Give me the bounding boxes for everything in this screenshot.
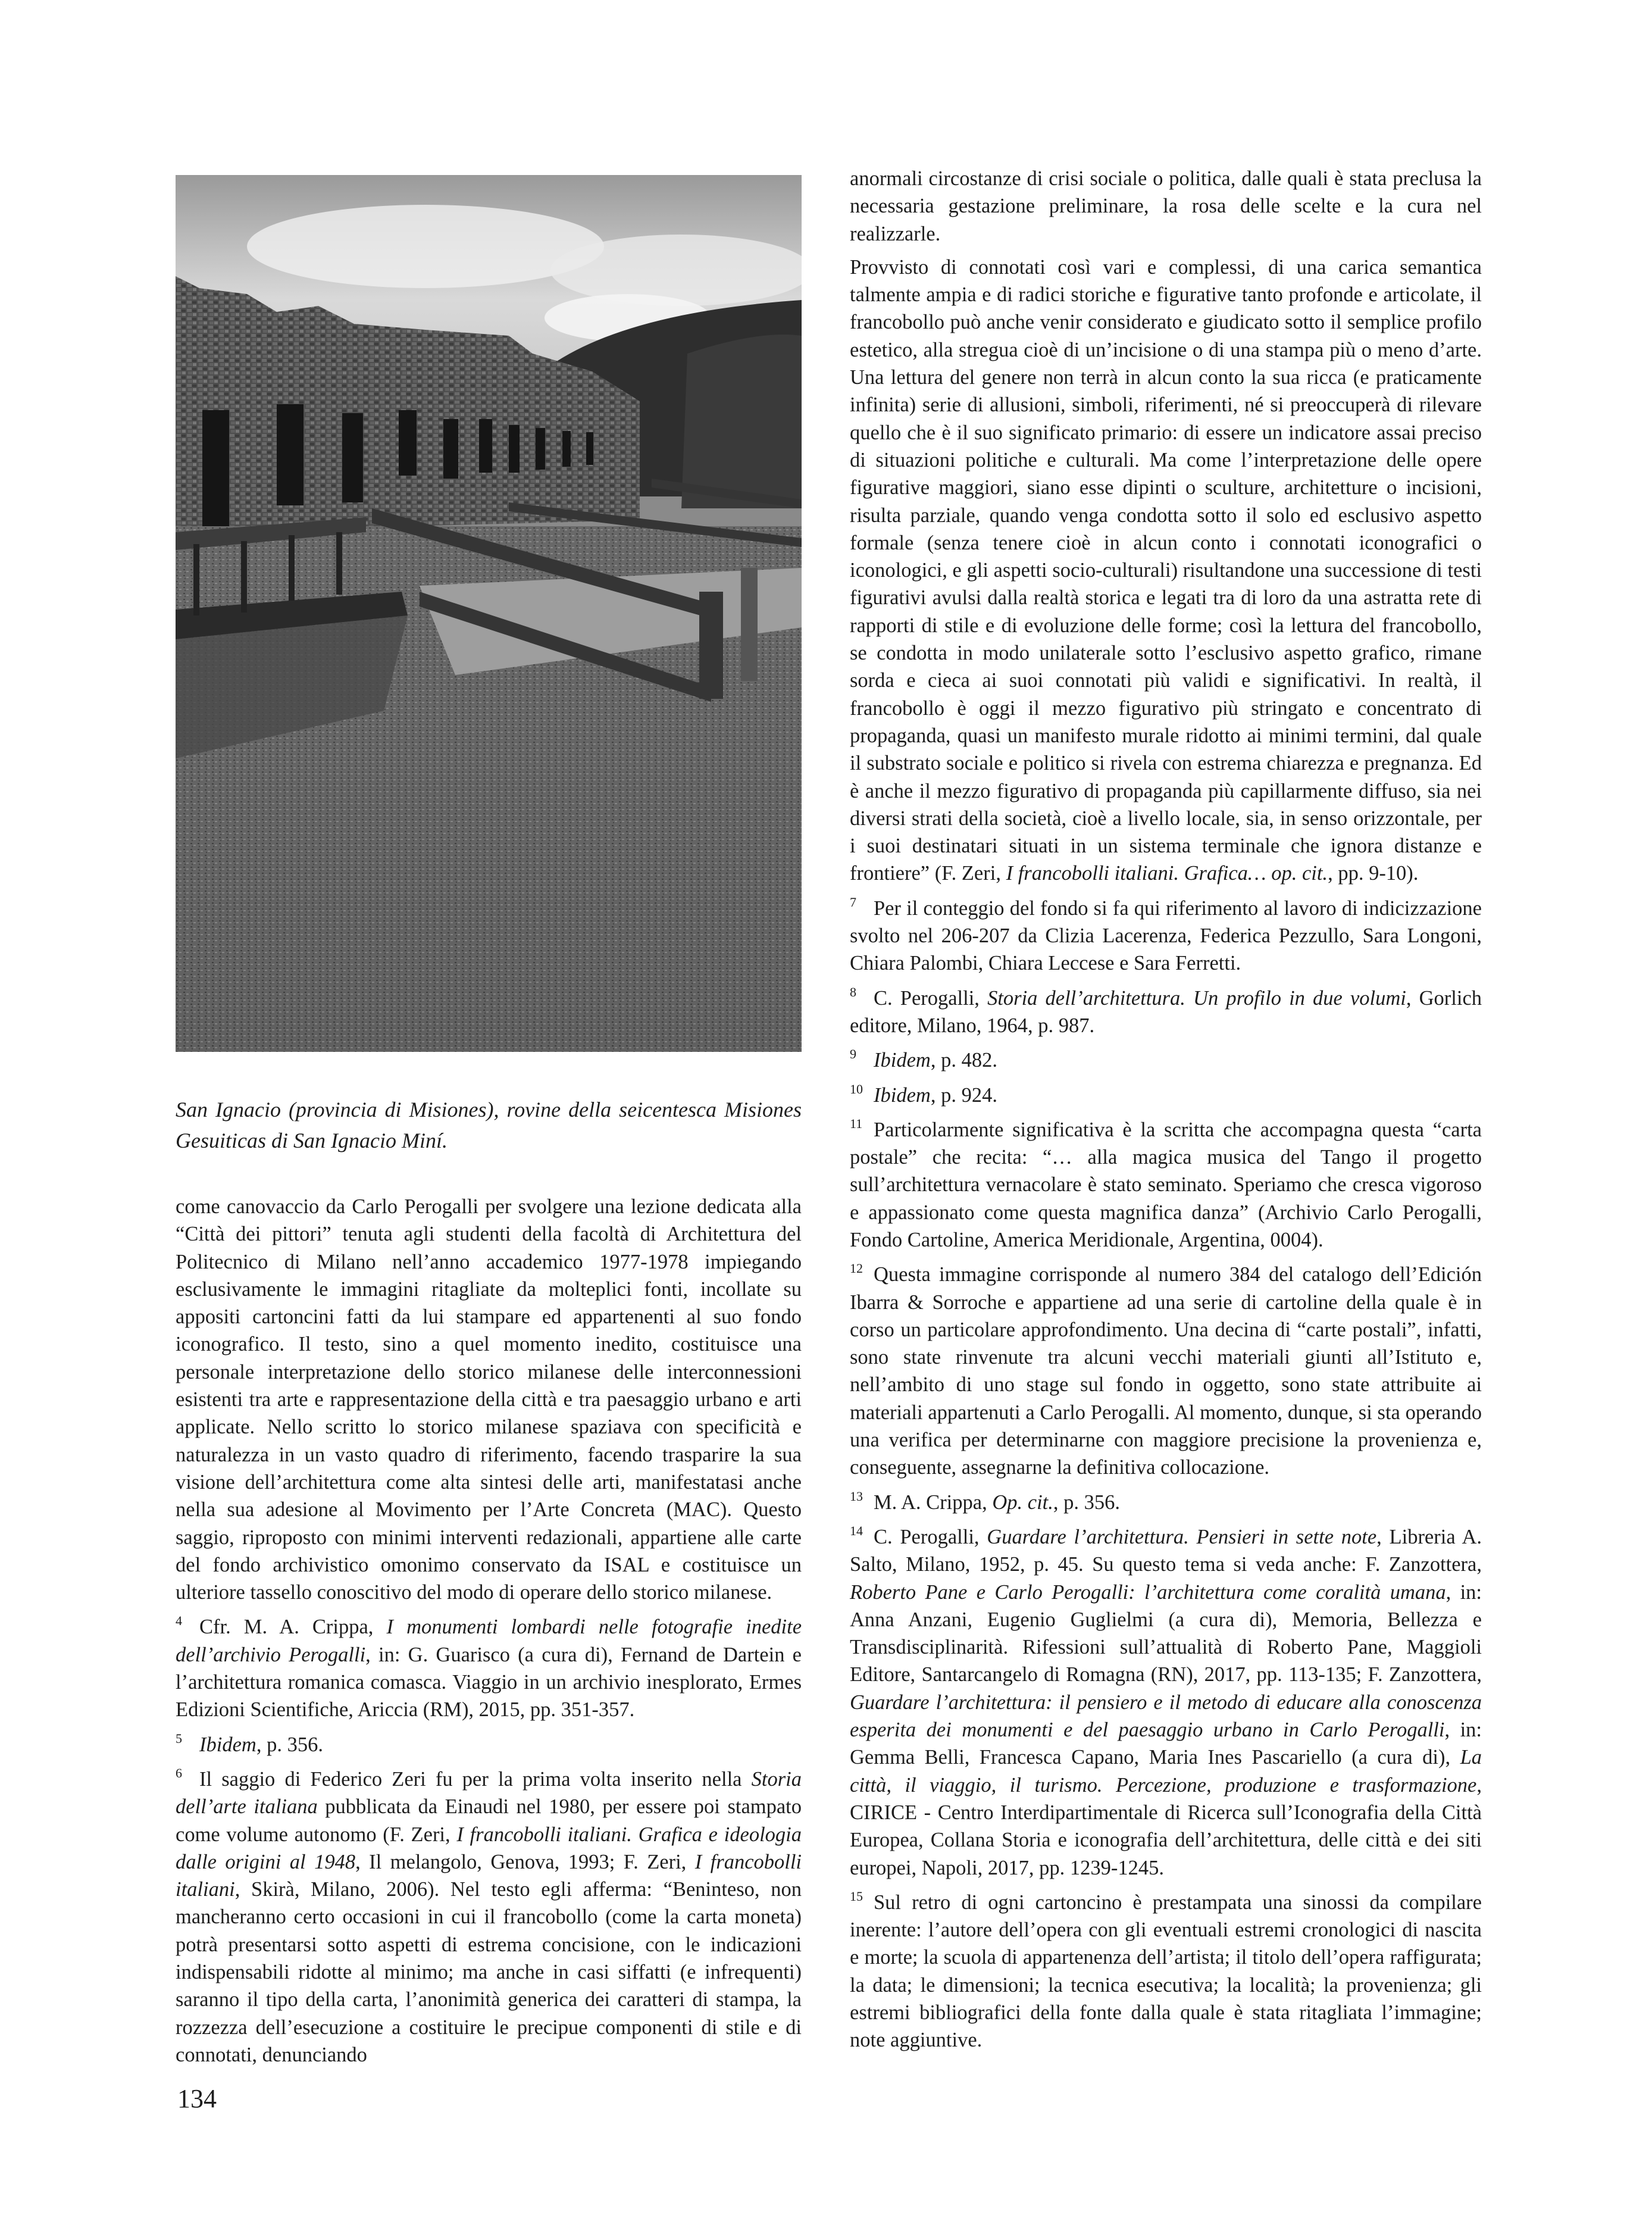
footnote-text — [850, 1119, 1482, 1251]
italic-text: I monumenti lombardi nelle fotografie inedite dell’archivio Perogalli — [176, 1616, 802, 1666]
text-run: , in: Anna Anzani, Eugenio Guglielmi (a cura di), Memoria, Bellezza e Transdisciplinarità. Rifessioni sull’attualità di Roberto Pane, Maggioli Editore, Santarcangelo di Romagna (RN), 2017, pp. 113-135; F. Zanzottera, — [850, 1580, 1482, 1686]
text-run: M. A. Crippa, — [874, 1491, 993, 1514]
text-run: , p. 356. — [256, 1733, 323, 1756]
italic-text: Ibidem — [874, 1049, 931, 1072]
italic-text: La città, il viaggio, il turismo. Percezione, produzione e trasformazione — [850, 1746, 1482, 1797]
italic-text: I francobolli italiani. Grafica… op. cit. — [1006, 862, 1328, 885]
quoted-paragraph — [850, 254, 1482, 888]
footnote-4: 4 Cfr. M. A. Crippa, I monumenti lombardi nelle fotografie inedite dell’archivio Perogalli, in: G. Guarisco (a cura di), Fernand de Dartein e l’architettura romanica comasca. Viaggio in un archivio inesplorato, Ermes Edizioni Scientifiche, Ariccia (RM), 2015, pp. 351-357. — [176, 1613, 802, 1722]
footnote-13: 13 M. A. Crippa, Op. cit., p. 356. — [850, 1488, 1120, 1514]
footnote-5: 5 Ibidem, p. 356. — [176, 1730, 323, 1756]
italic-text: Guardare l’architettura. Pensieri in sette note — [987, 1525, 1377, 1548]
footnote-text — [850, 1263, 1482, 1479]
text-run: , in: G. Guarisco (a cura di), Fernand de Dartein e l’architettura romanica comasca. Viaggio in un archivio inesplorato, Ermes Edizioni Scientifiche, Ariccia (RM), 2015, pp. 351-357. — [176, 1643, 802, 1722]
figure-caption: San Ignacio (provincia di Misiones), rovine della seicentesca Misiones Gesuiticas di San Ignacio Miní. — [176, 1098, 802, 1152]
italic-text: Roberto Pane e Carlo Perogalli: l’architettura come coralità umana — [850, 1580, 1446, 1604]
footnote-7: 7 Per il conteggio del fondo si fa qui riferimento al lavoro di indicizzazione svolto nel 206-207 da Clizia Lacerenza, Federica Pezzullo, Sara Longoni, Chiara Palombi, Chiara Leccese e Sara Ferretti. — [850, 894, 1482, 975]
right-column — [850, 165, 1482, 2054]
italic-text: I francobolli italiani. Grafica e ideologia dalle origini al 1948 — [176, 1823, 802, 1873]
text-run: , in: Gemma Belli, Francesca Capano, Maria Ines Pascariello (a cura di), — [850, 1719, 1482, 1769]
italic-text: Ibidem — [874, 1083, 931, 1107]
text-run: , Gorlich editore, Milano, 1964, p. 987. — [850, 986, 1482, 1037]
text-run: Per il conteggio del fondo si fa qui riferimento al lavoro di indicizzazione svolto nel 206-207 da Clizia Lacerenza, Federica Pezzullo, Sara Longoni, Chiara Palombi, Chiara Leccese e Sara Ferretti. — [850, 896, 1482, 975]
text-run: , Libreria A. Salto, Milano, 1952, p. 45. Su questo tema si veda anche: F. Zanzottera, — [850, 1525, 1482, 1576]
footnote-text — [199, 1733, 323, 1756]
text-run: , p. 482. — [930, 1049, 997, 1072]
text-run: , p. 924. — [930, 1083, 997, 1107]
footnote-10: 10 Ibidem, p. 924. — [850, 1081, 997, 1107]
footnote-text — [874, 1084, 997, 1107]
body-paragraph-continuation: anormali circostanze di crisi sociale o politica, dalle quali è stata preclusa la necessaria gestazione preliminare, la rosa delle scelte e la cura nel realizzarle. — [850, 167, 1482, 245]
text-run: Il saggio di Federico Zeri fu per la prima volta inserito nella — [199, 1767, 752, 1791]
italic-text: Ibidem — [199, 1733, 256, 1756]
footnote-12: 12 Questa immagine corrisponde al numero 384 del catalogo dell’Edición Ibarra & Sorroche e appartiene ad una serie di cartoline della quale è in corso un particolare approfondimento. Una decina di “carte postali”, infatti, sono state rinvenute tra alcuni vecchi materiali giunti all’Istituto e, nell’ambito di uno stage sul fondo in oggetto, sono state attribuite ai materiali appartenuti a Carlo Perogalli. Al momento, dunque, si sta operando una verifica per determinarne con maggiore precisione la provenienza e, conseguente, assegnarne la definitiva collocazione. — [850, 1261, 1482, 1479]
italic-text: Guardare l’architettura: il pensiero e il metodo di educare alla conoscenza esperita dei monumenti e del paesaggio urbano in Carlo Perogalli — [850, 1691, 1482, 1742]
page-number: 134 — [177, 2084, 217, 2113]
footnote-9: 9 Ibidem, p. 482. — [850, 1046, 997, 1072]
text-run: , CIRICE - Centro Interdipartimentale di Ricerca sull’Iconografia della Città Europea, Collana Storia e iconografia dell’architettura, delle città e dei siti europei, Napoli, 2017, pp. 1239-1245. — [850, 1773, 1482, 1879]
footnote-11: 11 Particolarmente significativa è la scritta che accompagna questa “carta postale” che recita: “… alla magica musica del Tango il progetto sull’architettura vernacolare è stato seminato. Speriamo che cresca vigoroso e appassionato come questa magnifica danza” (Archivio Carlo Perogalli, Fondo Cartoline, America Meridionale, Argentina, 0004). — [850, 1116, 1482, 1251]
text-run: , p. 356. — [1053, 1491, 1120, 1514]
footnote-14: 14 C. Perogalli, Guardare l’architettura. Pensieri in sette note, Libreria A. Salto, Milano, 1952, p. 45. Su questo tema si veda anche: F. Zanzottera, Roberto Pane e Carlo Perogalli: l’architettura come coralità umana, in: Anna Anzani, Eugenio Guglielmi (a cura di), Memoria, Bellezza e Transdisciplinarità. Rifessioni sull’attualità di Roberto Pane, Maggioli Editore, Santarcangelo di Romagna (RN), 2017, pp. 113-135; F. Zanzottera, Guardare l’architettura: il pensiero e il metodo di educare alla conoscenza esperita dei monumenti e del paesaggio urbano in Carlo Perogalli, in: Gemma Belli, Francesca Capano, Maria Ines Pascariello (a cura di), La città, il viaggio, il turismo. Percezione, produzione e trasformazione, CIRICE - Centro Interdipartimentale di Ricerca sull’Iconografia della Città Europea, Collana Storia e iconografia dell’architettura, delle città e dei siti europei, Napoli, 2017, pp. 1239-1245. — [850, 1523, 1482, 1879]
figure-photo — [176, 175, 802, 1052]
left-column — [176, 1193, 802, 2069]
footnote-15: 15 Sul retro di ogni cartoncino è prestampata una sinossi da compilare inerente: l’autore dell’opera con gli eventuali estremi cronologici di nascita e morte; la scuola di appartenenza dell’artista; il titolo dell’opera raffigurata; la data; le dimensioni; la tecnica esecutiva; la località; la provenienza; gli estremi bibliografici della fonte dalla quale è stata ritagliata l’immagine; note aggiuntive. — [850, 1888, 1482, 2052]
footnotes-left — [176, 1613, 802, 2069]
italic-text: Op. cit. — [992, 1491, 1053, 1514]
text-run: C. Perogalli, — [874, 1525, 987, 1548]
footnote-8: 8 C. Perogalli, Storia dell’architettura. Un profilo in due volumi, Gorlich editore, Milano, 1964, p. 987. — [850, 984, 1482, 1037]
body-paragraph: come canovaccio da Carlo Perogalli per svolgere una lezione dedicata alla “Città dei pittori” tenuta agli studenti della facoltà di Architettura del Politecnico di Milano nell’anno accademico 1977-1978 impiegando esclusivamente le immagini ritagliate da molteplici fonti, incollate su appositi cartoncini fatti da lui stampare ed appartenenti al suo fondo iconografico. Il testo, sino a quel momento inedito, costituisce una personale interpretazione dello storico milanese delle interconnessioni esistenti tra arte e rappresentazione della città e tra paesaggio urbano e arti applicate. Nello scritto lo storico milanese spaziava con specificità e naturalezza in un vasto quadro di riferimento, facendo trasparire la sua visione dell’architettura come alta sintesi delle arti, manifestatasi anche nella sua adesione al Movimento per l’Arte Concreta (MAC). Questo saggio, riproposto con minimi interventi redazionali, appartiene alle carte del fondo archivistico omonimo conservato da ISAL e costituisce un ulteriore tassello conoscitivo del modo di operare dello storico milanese. — [176, 1195, 802, 1604]
text-run: , Skirà, Milano, 2006). Nel testo egli afferma: “Beninteso, non mancheranno certo occasioni in cui il francobollo (come la carta moneta) potrà presentarsi sotto aspetti di estrema concisione, con le indicazioni indispensabili ridotte al minimo; ma anche in casi siffatti (e infrequenti) saranno il tipo della carta, l’anonimità generica dei caratteri di stampa, la rozzezza dell’esecuzione a costituire le precipue componenti di stile e di connotati, denunciando — [176, 1878, 802, 2066]
footnote-text — [874, 1491, 1120, 1514]
footnote-text — [874, 1049, 997, 1071]
text-run: Sul retro di ogni cartoncino è prestampata una sinossi da compilare inerente: l’autore dell’opera con gli eventuali estremi cronologici di nascita e morte; la scuola di appartenenza dell’artista; il titolo dell’opera raffigurata; la data; le dimensioni; la tecnica esecutiva; la località; la provenienza; gli estremi bibliografici della fonte dalla quale è stata ritagliata l’immagine; note aggiuntive. — [850, 1891, 1482, 2052]
footnote-text — [176, 1616, 802, 1721]
footnotes-right — [850, 895, 1482, 2054]
text-run: C. Perogalli, — [874, 986, 988, 1010]
text-run: Particolarmente significativa è la scritta che accompagna questa “carta postale” che recita: “… alla magica musica del Tango il progetto sull’architettura vernacolare è stato seminato. Speriamo che cresca vigoroso e appassionato come questa magnifica danza” (Archivio Carlo Perogalli, Fondo Cartoline, America Meridionale, Argentina, 0004). — [850, 1118, 1482, 1251]
italic-text: Storia dell’architettura. Un profilo in due volumi — [987, 986, 1406, 1010]
italic-text: I francobolli italiani — [176, 1850, 802, 1901]
footnote-text — [850, 894, 1482, 975]
italic-text: Storia dell’arte italiana — [176, 1767, 802, 1819]
footnote-text — [850, 1526, 1482, 1879]
footnote-6: 6 Il saggio di Federico Zeri fu per la prima volta inserito nella Storia dell’arte italiana pubblicata da Einaudi nel 1980, per essere poi stampato come volume autonomo (F. Zeri, I francobolli italiani. Grafica e ideologia dalle origini al 1948, Il melangolo, Genova, 1993; F. Zeri, I francobolli italiani, Skirà, Milano, 2006). Nel testo egli afferma: “Beninteso, non mancheranno certo occasioni in cui il francobollo (come la carta moneta) potrà presentarsi sotto aspetti di estrema concisione, con le indicazioni indispensabili ridotte al minimo; ma anche in casi siffatti (e infrequenti) saranno il tipo della carta, l’anonimità generica dei caratteri di stampa, la rozzezza dell’esecuzione a costituire le precipue componenti di stile e di connotati, denunciando — [176, 1765, 802, 2066]
footnote-text — [176, 1768, 802, 2066]
ruins-photo-illustration — [176, 175, 802, 1052]
text-run: , pp. 9-10). — [1328, 862, 1419, 885]
text-run: Cfr. M. A. Crippa, — [199, 1616, 387, 1639]
text-run: Questa immagine corrisponde al numero 384 del catalogo dell’Edición Ibarra & Sorroche e appartiene ad una serie di cartoline della quale è in corso un particolare approfondimento. Una decina di “carte postali”, infatti, sono state rinvenute tra alcuni vecchi materiali giunti all’Istituto e, nell’ambito di uno stage sul fondo in oggetto, sono state attribuite ai materiali appartenuti a Carlo Perogalli. Al momento, dunque, si sta operando una verifica per determinarne con maggiore precisione la provenienza e, conseguente, assegnarne la definitiva collocazione. — [850, 1263, 1482, 1479]
text-run: Provvisto di connotati così vari e complessi, di una carica semantica talmente ampia e di radici storiche e figurative tanto profonde e articolate, il francobollo può anche venir considerato e giudicato sotto il semplice profilo estetico, alla stregua cioè di un’incisione o di una stampa più o meno d’arte. Una lettura del genere non terrà in alcun conto la sua ricca (e praticamente infinita) serie di allusioni, simboli, riferimenti, né si preoccuperà di rilevare quello che è il suo significato primario: di essere un indicatore assai preciso di situazioni politiche e culturali. Ma come l’interpretazione delle opere figurative maggiori, siano esse dipinti o sculture, architetture o incisioni, risulta parziale, quando venga condotta sotto il solo ed esclusivo aspetto formale (senza tenere cioè in alcun conto i connotati iconografici o iconologici, e gli aspetti socio-culturali) risultandone una successione di testi figurativi avulsi dalla realtà storica e legati tra di loro da una astratta rete di rapporti di stile e di evoluzione delle forme; così la lettura del francobollo, se condotta in modo unilaterale sotto l’esclusivo aspetto grafico, rimane sorda e cieca ai suoi connotati più validi e significativi. In realtà, il francobollo è oggi il mezzo figurativo più stringato e concentrato di propaganda, quasi un manifesto murale ridotto ai minimi termini, dal quale il substrato sociale e politico si rivela con estrema chiarezza e pregnanza. Ed è anche il mezzo figurativo di propaganda più capillarmente diffuso, sia nei diversi strati della società, cioè a livello locale, sia, in senso orizzontale, per i suoi destinatari situati in un sistema terminale che ignora distanze e frontiere” (F. Zeri, — [850, 255, 1482, 885]
text-run: , Il melangolo, Genova, 1993; F. Zeri, — [355, 1850, 695, 1873]
footnote-text — [850, 1891, 1482, 2051]
text-run: pubblicata da Einaudi nel 1980, per essere poi stampato come volume autonomo (F. Zeri, — [176, 1795, 802, 1846]
footnote-text — [850, 987, 1482, 1037]
